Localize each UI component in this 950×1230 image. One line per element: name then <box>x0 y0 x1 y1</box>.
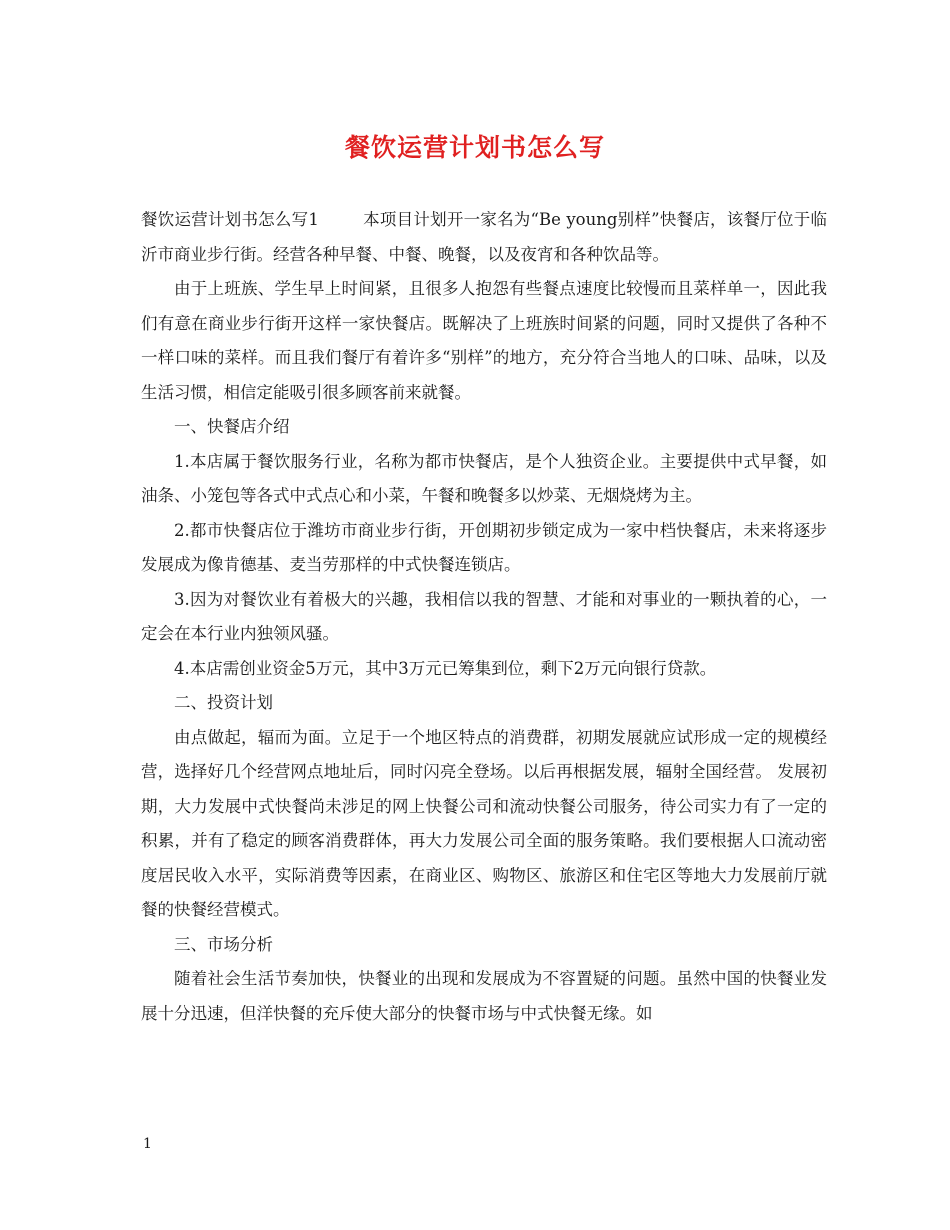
paragraph: 随着社会生活节奏加快，快餐业的出现和发展成为不容置疑的问题。虽然中国的快餐业发展十分迅速，但洋快餐的充斥使大部分的快餐市场与中式快餐无缘。如 <box>141 969 827 1023</box>
intro-paragraph <box>141 203 827 272</box>
list-item: 4.本店需创业资金5万元，其中3万元已筹集到位，剩下2万元向银行贷款。 <box>174 658 717 678</box>
section-heading: 三、市场分析 <box>174 934 273 954</box>
paragraph-text: 本项目计划开一家名为“Be young别样”快餐店，该餐厅位于临沂市商业步行街。经营各种早餐、中餐、晚餐，以及夜宵和各种饮品等。 <box>141 210 827 264</box>
paragraph: 由于上班族、学生早上时间紧，且很多人抱怨有些餐点速度比较慢而且菜样单一，因此我们有意在商业步行街开这样一家快餐店。既解决了上班族时间紧的问题，同时又提供了各种不一样口味的菜样。而且我们餐厅有着许多“别样”的地方，充分符合当地人的口味、品味，以及生活习惯，相信定能吸引很多顾客前来就餐。 <box>141 279 827 402</box>
document-body <box>141 203 827 1031</box>
list-item: 1.本店属于餐饮服务行业，名称为都市快餐店，是个人独资企业。主要提供中式早餐，如油条、小笼包等各式中式点心和小菜，午餐和晚餐多以炒菜、无烟烧烤为主。 <box>141 451 827 505</box>
paragraph: 由点做起，辐而为面。立足于一个地区特点的消费群，初期发展就应试形成一定的规模经营，选择好几个经营网点地址后，同时闪亮全登场。以后再根据发展，辐射全国经营。 发展初期，大力发展中式快餐尚未涉足的网上快餐公司和流动快餐公司服务，待公司实力有了一定的积累，并有了稳定的顾客消费群体，再大力发展公司全面的服务策略。我们要根据人口流动密度居民收入水平，实际消费等因素，在商业区、购物区、旅游区和住宅区等地大力发展前厅就餐的快餐经营模式。 <box>141 727 827 919</box>
section-heading: 一、快餐店介绍 <box>174 417 290 436</box>
document-title: 餐饮运营计划书怎么写 <box>344 133 605 162</box>
intro-label: 餐饮运营计划书怎么写1 <box>141 210 319 229</box>
list-item: 2.都市快餐店位于潍坊市商业步行街，开创期初步锁定成为一家中档快餐店，未来将逐步发展成为像肯德基、麦当劳那样的中式快餐连锁店。 <box>141 520 827 574</box>
list-item: 3.因为对餐饮业有着极大的兴趣，我相信以我的智慧、才能和对事业的一颗执着的心，一定会在本行业内独领风骚。 <box>141 589 827 643</box>
page-number: 1 <box>143 1136 152 1152</box>
section-heading: 二、投资计划 <box>174 693 273 712</box>
